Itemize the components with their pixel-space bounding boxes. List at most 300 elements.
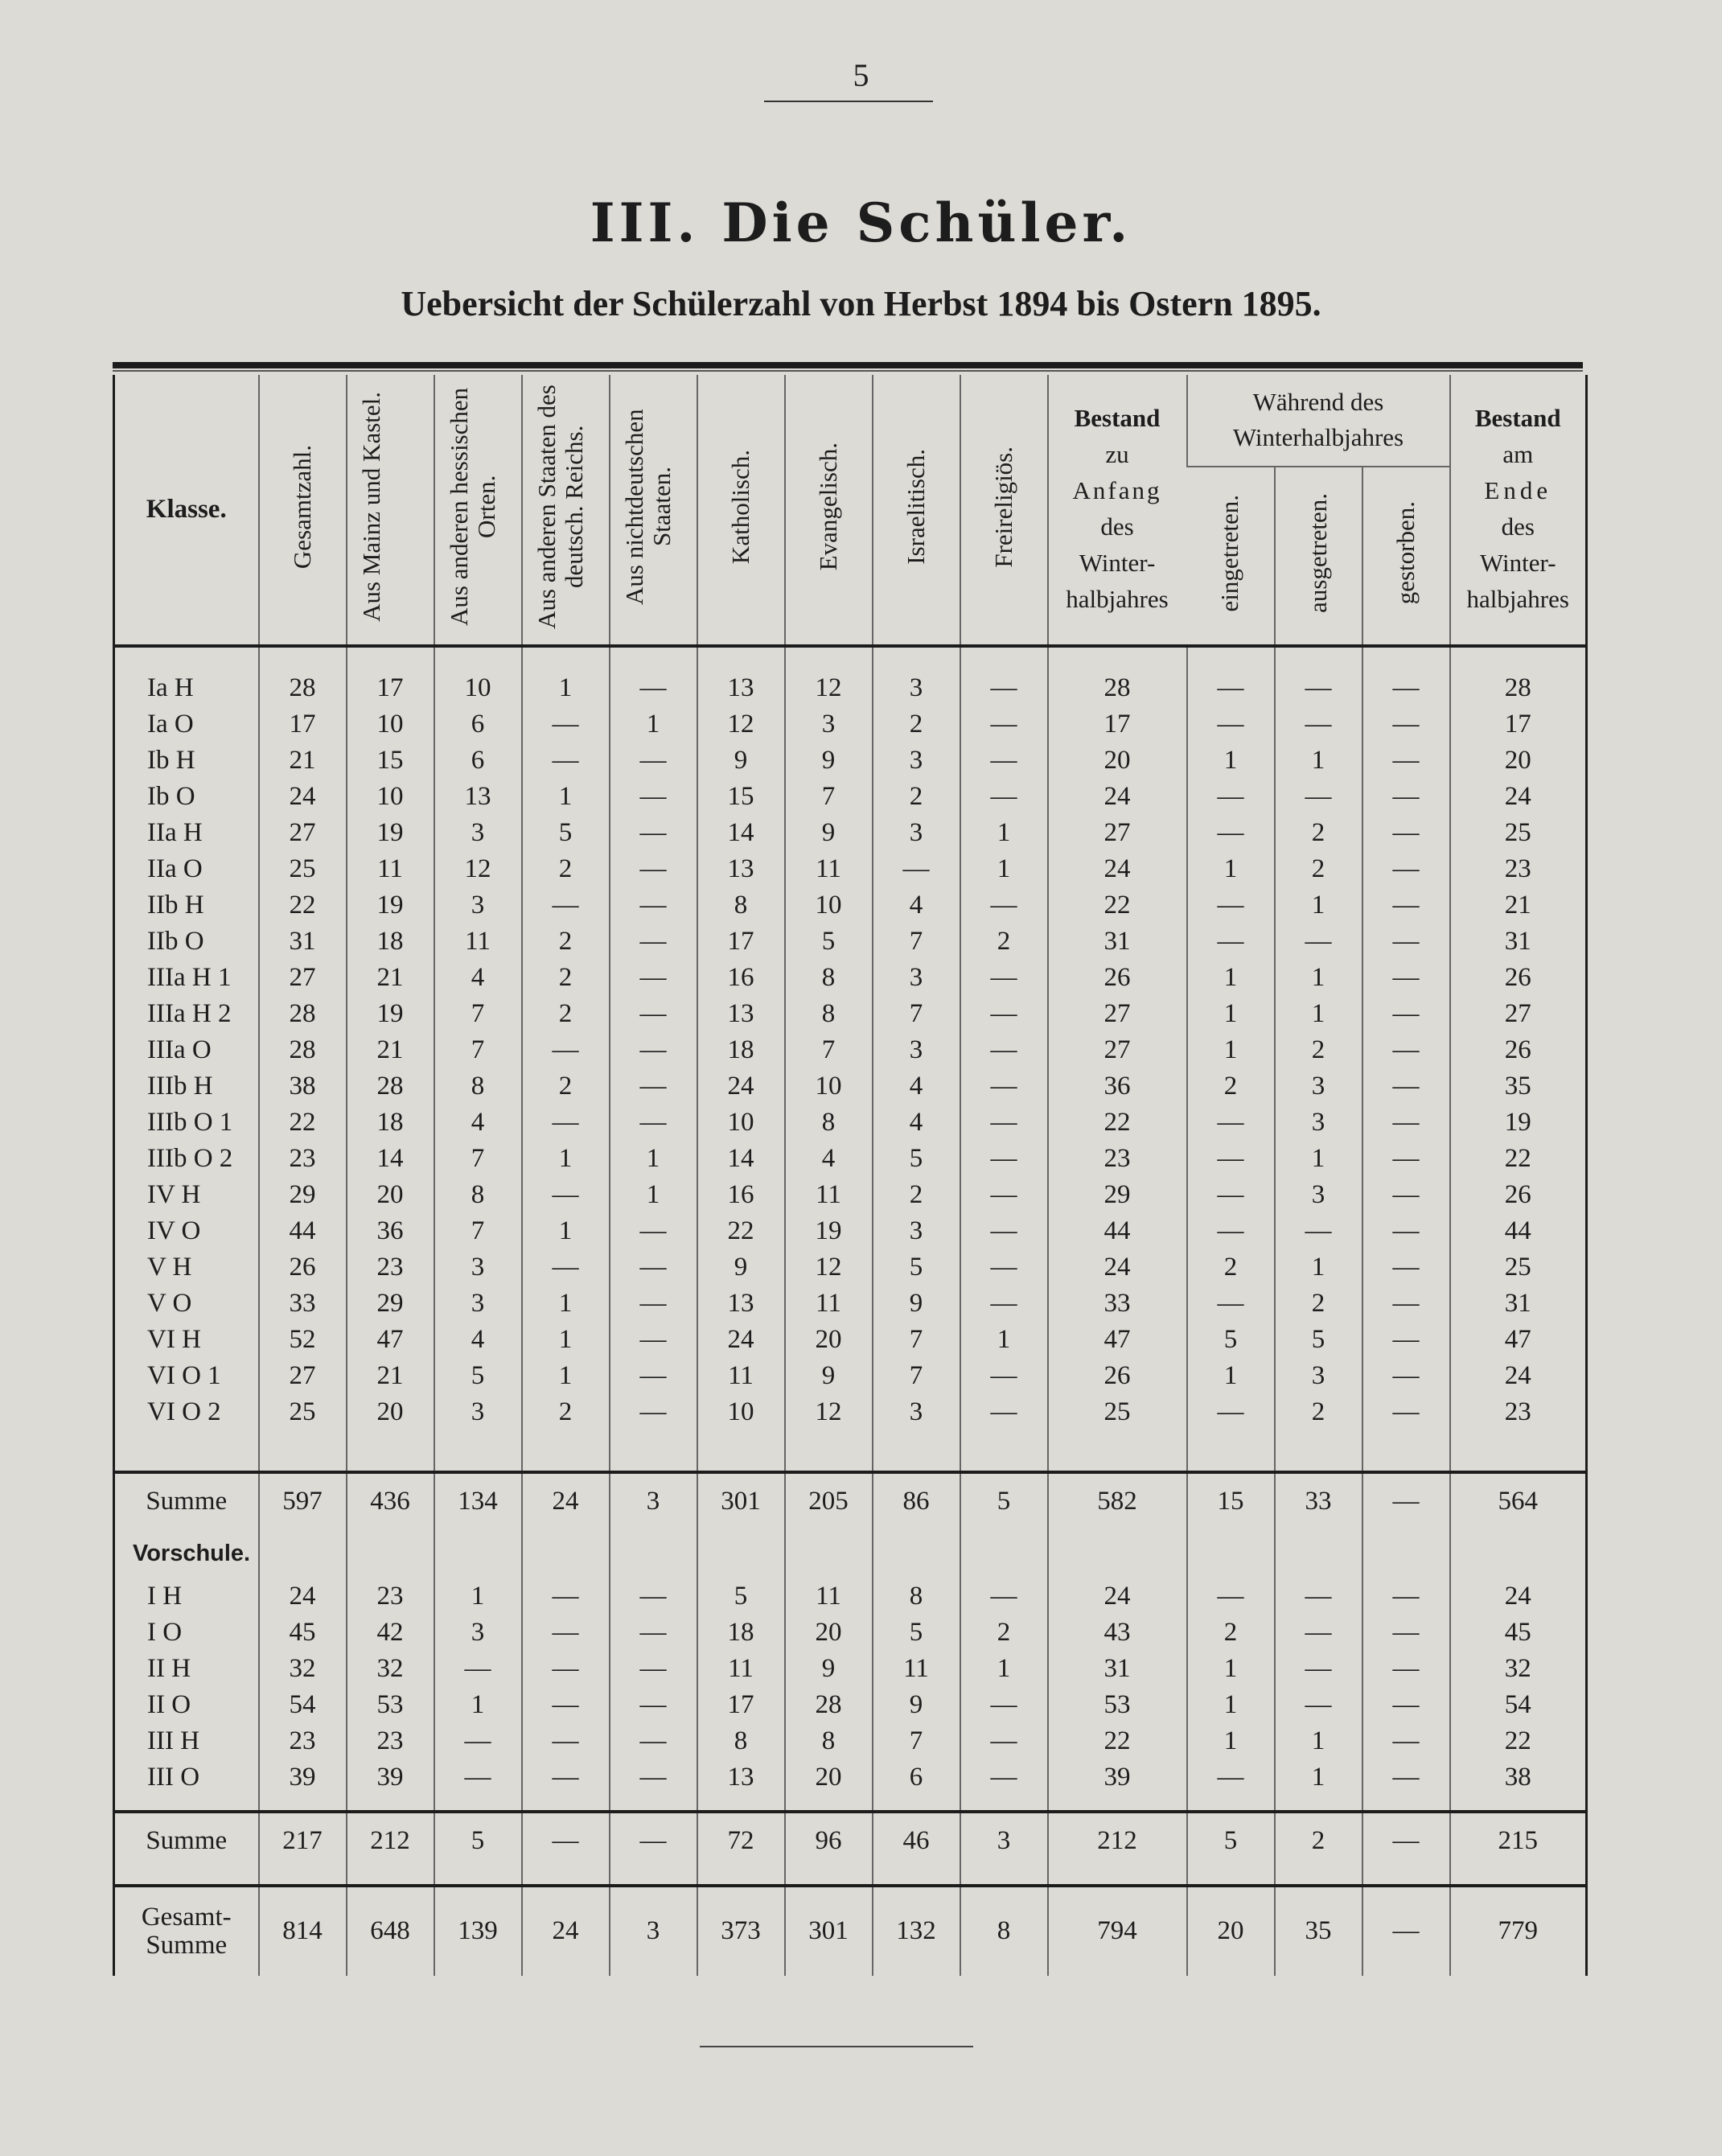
value-cell: — (522, 1651, 610, 1687)
value-cell: — (522, 1578, 610, 1615)
value-cell: 96 (785, 1812, 873, 1870)
spacer-cell (873, 1530, 960, 1578)
value-cell: — (960, 1394, 1048, 1430)
spacer-cell (1048, 1870, 1187, 1886)
value-cell: 5 (1187, 1812, 1275, 1870)
table-row (114, 887, 1587, 924)
value-cell: 23 (1048, 1141, 1187, 1177)
value-cell: 2 (522, 1068, 610, 1105)
value-cell: 301 (697, 1472, 785, 1530)
value-cell: 9 (873, 1286, 960, 1322)
value-cell: — (610, 1812, 697, 1870)
value-cell: 11 (873, 1651, 960, 1687)
value-cell: 29 (347, 1286, 434, 1322)
value-cell: — (1187, 1394, 1275, 1430)
class-label: Ia O (147, 709, 194, 739)
spacer-cell (873, 646, 960, 670)
value-cell: 24 (1048, 779, 1187, 815)
table-row (114, 1358, 1587, 1394)
value-cell: 5 (960, 1472, 1048, 1530)
value-cell: — (1362, 960, 1450, 996)
value-cell: 3 (873, 1213, 960, 1249)
value-cell: — (610, 996, 697, 1032)
spacer-cell (434, 646, 522, 670)
value-cell: — (522, 1723, 610, 1759)
table-subtitle: Uebersicht der Schülerzahl von Herbst 1894 bis Ostern 1895. (401, 284, 1321, 323)
value-cell: 3 (1275, 1068, 1362, 1105)
class-label: Ib H (147, 745, 195, 775)
value-cell: — (1275, 1578, 1362, 1615)
value-cell: 3 (873, 1032, 960, 1068)
value-cell: 1 (1187, 996, 1275, 1032)
value-cell: 21 (347, 960, 434, 996)
value-cell: 22 (1450, 1141, 1587, 1177)
value-cell: — (1362, 1249, 1450, 1286)
value-cell: 28 (1048, 670, 1187, 706)
value-cell: 7 (873, 996, 960, 1032)
spacer-cell (1450, 1870, 1587, 1886)
value-cell: 582 (1048, 1472, 1187, 1530)
value-cell: — (610, 1687, 697, 1723)
table-row (114, 1322, 1587, 1358)
class-label: V O (147, 1288, 192, 1318)
class-label: IIIb H (147, 1071, 213, 1101)
value-cell: 25 (1048, 1394, 1187, 1430)
spacer-cell (434, 1430, 522, 1472)
value-cell: 1 (1275, 1141, 1362, 1177)
value-cell: — (610, 887, 697, 924)
value-cell: 10 (347, 779, 434, 815)
section-title: III. Die Schüler. (590, 191, 1132, 254)
value-cell: 47 (1048, 1322, 1187, 1358)
value-cell: 1 (434, 1687, 522, 1723)
value-cell: 23 (1450, 1394, 1587, 1430)
value-cell: — (610, 1249, 697, 1286)
value-cell: 22 (1048, 1105, 1187, 1141)
value-cell: 212 (347, 1812, 434, 1870)
value-cell: 301 (785, 1886, 873, 1976)
value-cell: 20 (1048, 743, 1187, 779)
value-cell: 13 (697, 1759, 785, 1796)
spacer-cell (434, 1796, 522, 1812)
class-label: III O (147, 1762, 200, 1792)
value-cell: — (1362, 1394, 1450, 1430)
value-cell: 13 (697, 996, 785, 1032)
value-cell: — (522, 1032, 610, 1068)
header-waehrend: Während des Winterhalbjahres (1187, 375, 1450, 467)
value-cell: 4 (434, 960, 522, 996)
spacer-cell (785, 1430, 873, 1472)
value-cell: 2 (1275, 1286, 1362, 1322)
value-cell: 27 (1048, 815, 1187, 851)
value-cell: 9 (697, 743, 785, 779)
class-label: Summe (114, 1812, 259, 1870)
value-cell: 5 (697, 1578, 785, 1615)
value-cell: 23 (347, 1723, 434, 1759)
value-cell: 11 (785, 1177, 873, 1213)
value-cell: 17 (1048, 706, 1187, 743)
value-cell: 24 (1048, 1249, 1187, 1286)
value-cell: 8 (785, 996, 873, 1032)
class-label: IIa H (147, 817, 203, 847)
spacer-cell (522, 1430, 610, 1472)
value-cell: 9 (785, 815, 873, 851)
value-cell: 5 (434, 1812, 522, 1870)
value-cell: 5 (873, 1141, 960, 1177)
value-cell: 44 (1048, 1213, 1187, 1249)
value-cell: 3 (610, 1886, 697, 1976)
value-cell: 132 (873, 1886, 960, 1976)
value-cell: 36 (1048, 1068, 1187, 1105)
value-cell: 6 (873, 1759, 960, 1796)
spacer-cell (1275, 1530, 1362, 1578)
value-cell: 5 (873, 1615, 960, 1651)
value-cell: — (960, 706, 1048, 743)
value-cell: — (610, 1032, 697, 1068)
value-cell: 134 (434, 1472, 522, 1530)
value-cell: 2 (960, 924, 1048, 960)
value-cell: — (610, 1759, 697, 1796)
value-cell: — (1275, 1687, 1362, 1723)
class-label: IIa O (147, 854, 203, 883)
table-row (114, 960, 1587, 996)
value-cell: 215 (1450, 1812, 1587, 1870)
value-cell: 5 (434, 1358, 522, 1394)
value-cell: — (1362, 1723, 1450, 1759)
value-cell: 36 (347, 1213, 434, 1249)
value-cell: — (522, 1177, 610, 1213)
value-cell: 27 (1048, 996, 1187, 1032)
value-cell: 20 (1450, 743, 1587, 779)
class-label: IIIb O 1 (147, 1107, 233, 1137)
gesamt-label-line2: Summe (146, 1930, 228, 1960)
header-ausgetreten: ausgetreten. (1275, 467, 1362, 646)
value-cell: — (1362, 1472, 1450, 1530)
spacer-cell (347, 1796, 434, 1812)
value-cell: — (1362, 1286, 1450, 1322)
value-cell: 3 (1275, 1358, 1362, 1394)
value-cell: 17 (347, 670, 434, 706)
header-gestorben: gestorben. (1362, 467, 1450, 646)
value-cell: — (1187, 670, 1275, 706)
value-cell: 2 (1275, 851, 1362, 887)
value-cell: 42 (347, 1615, 434, 1651)
value-cell: 5 (522, 815, 610, 851)
value-cell: 10 (697, 1105, 785, 1141)
value-cell: 24 (1450, 1578, 1587, 1615)
value-cell: — (1187, 1213, 1275, 1249)
spacer-cell (1187, 1430, 1275, 1472)
value-cell: — (610, 1105, 697, 1141)
value-cell: 2 (1187, 1249, 1275, 1286)
value-cell: 26 (1048, 960, 1187, 996)
value-cell: 2 (873, 1177, 960, 1213)
class-label: I H (147, 1581, 183, 1611)
value-cell: 12 (785, 1249, 873, 1286)
value-cell: 14 (697, 815, 785, 851)
spacer-cell (114, 1796, 259, 1812)
table-top-rule-thin (113, 370, 1583, 372)
spacer-cell (1187, 646, 1275, 670)
value-cell: — (1275, 1615, 1362, 1651)
value-cell: — (610, 1651, 697, 1687)
class-label: II O (147, 1689, 191, 1719)
value-cell: 24 (1450, 1358, 1587, 1394)
value-cell: — (960, 1723, 1048, 1759)
value-cell: 13 (697, 670, 785, 706)
value-cell: 24 (1048, 1578, 1187, 1615)
class-label: IIb H (147, 890, 204, 920)
spacer-cell (259, 1796, 347, 1812)
value-cell: 20 (347, 1177, 434, 1213)
header-eingetreten: eingetreten. (1187, 467, 1275, 646)
value-cell: — (1362, 1105, 1450, 1141)
spacer-cell (960, 1530, 1048, 1578)
value-cell: 23 (259, 1141, 347, 1177)
value-cell: 7 (434, 1141, 522, 1177)
value-cell: 52 (259, 1322, 347, 1358)
value-cell: — (1362, 1213, 1450, 1249)
value-cell: — (610, 1394, 697, 1430)
value-cell: 16 (697, 1177, 785, 1213)
value-cell: — (1187, 779, 1275, 815)
value-cell: 1 (1275, 996, 1362, 1032)
value-cell: — (873, 851, 960, 887)
value-cell: 20 (1187, 1886, 1275, 1976)
value-cell: 1 (1187, 1723, 1275, 1759)
value-cell: 33 (1048, 1286, 1187, 1322)
page-number: 5 (853, 57, 869, 93)
value-cell: 2 (1187, 1068, 1275, 1105)
value-cell: — (1275, 924, 1362, 960)
value-cell: 28 (1450, 670, 1587, 706)
class-label: IV H (147, 1179, 201, 1209)
spacer-cell (1048, 1530, 1187, 1578)
value-cell: 1 (434, 1578, 522, 1615)
value-cell: — (1362, 1032, 1450, 1068)
spacer-cell (1362, 1796, 1450, 1812)
value-cell: 45 (259, 1615, 347, 1651)
value-cell: 7 (785, 779, 873, 815)
value-cell: 24 (259, 1578, 347, 1615)
value-cell: 10 (785, 1068, 873, 1105)
value-cell: — (1362, 1812, 1450, 1870)
value-cell: 3 (873, 960, 960, 996)
spacer-cell (259, 1870, 347, 1886)
page-bottom-rule (700, 2046, 973, 2047)
vorschule-row (114, 1651, 1587, 1687)
value-cell: 8 (785, 1723, 873, 1759)
header-israelitisch: Israelitisch. (873, 375, 960, 646)
value-cell: 7 (434, 1213, 522, 1249)
value-cell: 1 (960, 815, 1048, 851)
spacer-row (114, 646, 1587, 670)
value-cell: 1 (1275, 1759, 1362, 1796)
value-cell: 23 (259, 1723, 347, 1759)
value-cell: — (1362, 924, 1450, 960)
value-cell: — (1362, 1759, 1450, 1796)
value-cell: — (434, 1651, 522, 1687)
table-row (114, 1249, 1587, 1286)
spacer-cell (1048, 1430, 1187, 1472)
value-cell: 17 (697, 924, 785, 960)
value-cell: 5 (1187, 1322, 1275, 1358)
table-row (114, 996, 1587, 1032)
table-row (114, 815, 1587, 851)
value-cell: — (1362, 1322, 1450, 1358)
spacer-cell (522, 1530, 610, 1578)
value-cell: 2 (873, 706, 960, 743)
spacer-cell (1187, 1870, 1275, 1886)
value-cell: — (522, 1615, 610, 1651)
value-cell: 18 (347, 1105, 434, 1141)
value-cell: 44 (259, 1213, 347, 1249)
value-cell: 11 (434, 924, 522, 960)
value-cell: 35 (1275, 1886, 1362, 1976)
value-cell: 8 (960, 1886, 1048, 1976)
value-cell: 1 (610, 1177, 697, 1213)
value-cell: 1 (960, 1322, 1048, 1358)
table-body (114, 646, 1587, 1976)
value-cell: 31 (1450, 924, 1587, 960)
value-cell: 26 (1450, 1032, 1587, 1068)
value-cell: — (1362, 1068, 1450, 1105)
value-cell: 2 (522, 1394, 610, 1430)
value-cell: 25 (1450, 815, 1587, 851)
value-cell: 1 (1187, 1687, 1275, 1723)
value-cell: 2 (1275, 1812, 1362, 1870)
value-cell: 436 (347, 1472, 434, 1530)
value-cell: 24 (259, 779, 347, 815)
spacer-cell (1450, 1530, 1587, 1578)
spacer-row (114, 1796, 1587, 1812)
value-cell: — (522, 1249, 610, 1286)
value-cell: — (610, 960, 697, 996)
value-cell: 7 (785, 1032, 873, 1068)
value-cell: 23 (347, 1578, 434, 1615)
value-cell: — (960, 960, 1048, 996)
spacer-row (114, 1430, 1587, 1472)
class-label: Ib O (147, 781, 195, 811)
value-cell: 7 (873, 924, 960, 960)
header-nichtdeutsch: Aus nichtdeutschen Staaten. (610, 375, 697, 646)
value-cell: 18 (697, 1032, 785, 1068)
value-cell: 18 (697, 1615, 785, 1651)
value-cell: — (1187, 706, 1275, 743)
value-cell: — (960, 887, 1048, 924)
spacer-cell (434, 1530, 522, 1578)
value-cell: 86 (873, 1472, 960, 1530)
spacer-cell (873, 1796, 960, 1812)
value-cell: 8 (785, 960, 873, 996)
spacer-cell (873, 1430, 960, 1472)
value-cell: 33 (1275, 1472, 1362, 1530)
value-cell: 21 (347, 1358, 434, 1394)
value-cell: — (610, 1322, 697, 1358)
value-cell: — (960, 1141, 1048, 1177)
value-cell: — (1187, 887, 1275, 924)
value-cell: 6 (434, 706, 522, 743)
value-cell: 17 (259, 706, 347, 743)
value-cell: 8 (434, 1068, 522, 1105)
spacer-cell (697, 1870, 785, 1886)
spacer-cell (610, 646, 697, 670)
class-label: IIIb O 2 (147, 1143, 233, 1173)
value-cell: 22 (697, 1213, 785, 1249)
spacer-cell (1362, 1870, 1450, 1886)
value-cell: 28 (259, 996, 347, 1032)
value-cell: 22 (259, 1105, 347, 1141)
value-cell: 5 (1275, 1322, 1362, 1358)
value-cell: 564 (1450, 1472, 1587, 1530)
vorschule-row (114, 1687, 1587, 1723)
value-cell: 3 (960, 1812, 1048, 1870)
table-row (114, 670, 1587, 706)
spacer-cell (259, 1530, 347, 1578)
class-label: VI O 1 (147, 1360, 221, 1390)
value-cell: 3 (785, 706, 873, 743)
table-row (114, 1105, 1587, 1141)
value-cell: 8 (697, 1723, 785, 1759)
value-cell: 1 (1275, 1723, 1362, 1759)
value-cell: — (610, 815, 697, 851)
value-cell: 1 (522, 670, 610, 706)
value-cell: 28 (785, 1687, 873, 1723)
spacer-cell (960, 1870, 1048, 1886)
spacer-cell (610, 1870, 697, 1886)
value-cell: — (522, 887, 610, 924)
value-cell: 18 (347, 924, 434, 960)
value-cell: 2 (522, 996, 610, 1032)
spacer-cell (347, 1530, 434, 1578)
table-row (114, 1032, 1587, 1068)
value-cell: 794 (1048, 1886, 1187, 1976)
value-cell: 24 (1048, 851, 1187, 887)
spacer-cell (1362, 1530, 1450, 1578)
value-cell: 28 (259, 1032, 347, 1068)
value-cell: — (1362, 887, 1450, 924)
value-cell: 11 (785, 1578, 873, 1615)
header-klasse: Klasse. (114, 375, 259, 646)
gesamt-summe-row (114, 1886, 1587, 1976)
value-cell: 20 (785, 1615, 873, 1651)
value-cell: 2 (522, 960, 610, 996)
class-label: VI O 2 (147, 1397, 221, 1426)
value-cell: 205 (785, 1472, 873, 1530)
value-cell: 21 (259, 743, 347, 779)
gesamt-label (114, 1886, 259, 1976)
value-cell: — (960, 1105, 1048, 1141)
value-cell: — (1187, 815, 1275, 851)
spacer-cell (114, 1430, 259, 1472)
value-cell: 11 (347, 851, 434, 887)
value-cell: 8 (785, 1105, 873, 1141)
value-cell: 26 (1450, 1177, 1587, 1213)
value-cell: 35 (1450, 1068, 1587, 1105)
value-cell: 24 (697, 1322, 785, 1358)
table-row (114, 779, 1587, 815)
value-cell: 3 (434, 1394, 522, 1430)
value-cell: 3 (434, 815, 522, 851)
vorschule-summe-row (114, 1812, 1587, 1870)
value-cell: 7 (873, 1723, 960, 1759)
value-cell: 53 (347, 1687, 434, 1723)
value-cell: 25 (259, 851, 347, 887)
value-cell: 779 (1450, 1886, 1587, 1976)
value-cell: 9 (697, 1249, 785, 1286)
vorschule-heading-row (114, 1530, 1587, 1578)
value-cell: 1 (522, 1286, 610, 1322)
